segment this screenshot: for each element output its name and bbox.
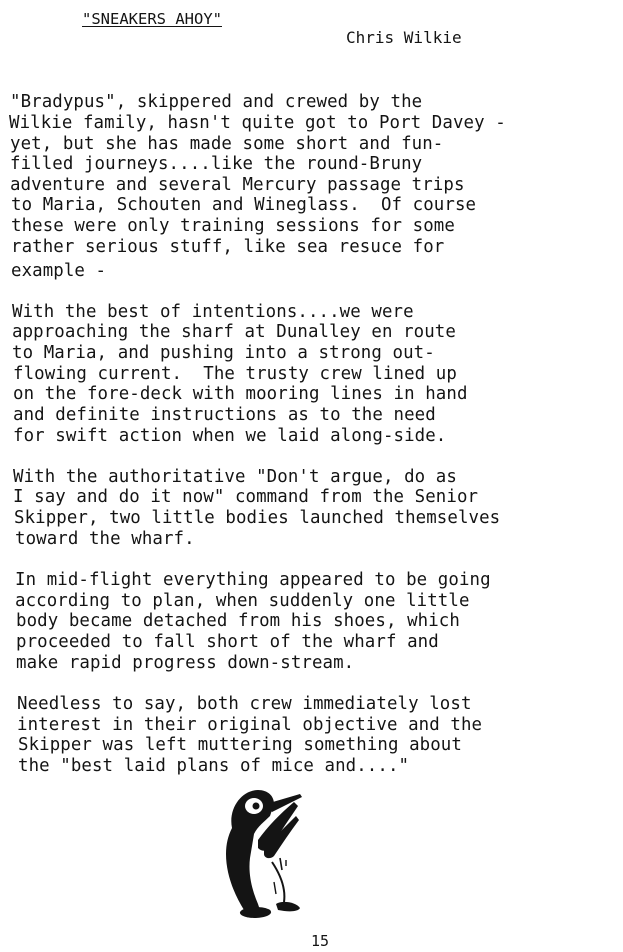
text-line: flowing current. The trusty crew lined up <box>13 364 457 384</box>
author-name: Chris Wilkie <box>346 28 462 47</box>
text-line: to Maria, and pushing into a strong out- <box>12 343 435 363</box>
text-line: With the best of intentions....we were <box>12 302 414 322</box>
text-line: according to plan, when suddenly one little <box>15 591 470 611</box>
text-line: Wilkie family, hasn't quite got to Port Davey - <box>9 113 506 133</box>
text-line: proceeded to fall short of the wharf and <box>16 632 439 652</box>
penguin-icon <box>214 782 314 924</box>
text-line: filled journeys....like the round-Bruny <box>10 154 423 174</box>
text-line: I say and do it now" command from the Senior <box>13 487 479 507</box>
text-line: the "best laid plans of mice and...." <box>18 756 410 776</box>
text-line: these were only training sessions for some <box>11 216 455 236</box>
page-number: 15 <box>311 932 330 950</box>
text-line: adventure and several Mercury passage trips <box>10 175 465 195</box>
text-line: Skipper was left muttering something about <box>18 735 462 755</box>
text-line: for swift action when we laid along-side. <box>13 426 447 446</box>
text-line: approaching the sharf at Dunalley en route <box>12 322 456 342</box>
text-line: yet, but she has made some short and fun- <box>10 134 444 154</box>
text-line: on the fore-deck with mooring lines in hand <box>13 384 468 404</box>
text-line: rather serious stuff, like sea resuce for <box>11 237 445 257</box>
text-line: interest in their original objective and the <box>17 715 483 735</box>
text-line: In mid-flight everything appeared to be going <box>15 570 491 590</box>
text-line: example - <box>11 261 107 281</box>
article-title: "SNEAKERS AHOY" <box>82 10 222 28</box>
text-line: make rapid progress down-stream. <box>16 653 355 673</box>
text-line: With the authoritative "Don't argue, do as <box>13 467 457 487</box>
text-line: Needless to say, both crew immediately lost <box>17 694 472 714</box>
text-line: Skipper, two little bodies launched themselves <box>14 508 501 528</box>
text-line: body became detached from his shoes, which <box>16 611 460 631</box>
text-line: to Maria, Schouten and Wineglass. Of course <box>11 195 477 215</box>
text-line: toward the wharf. <box>15 529 195 549</box>
text-line: "Bradypus", skippered and crewed by the <box>10 92 423 112</box>
text-line: and definite instructions as to the need <box>13 405 436 425</box>
